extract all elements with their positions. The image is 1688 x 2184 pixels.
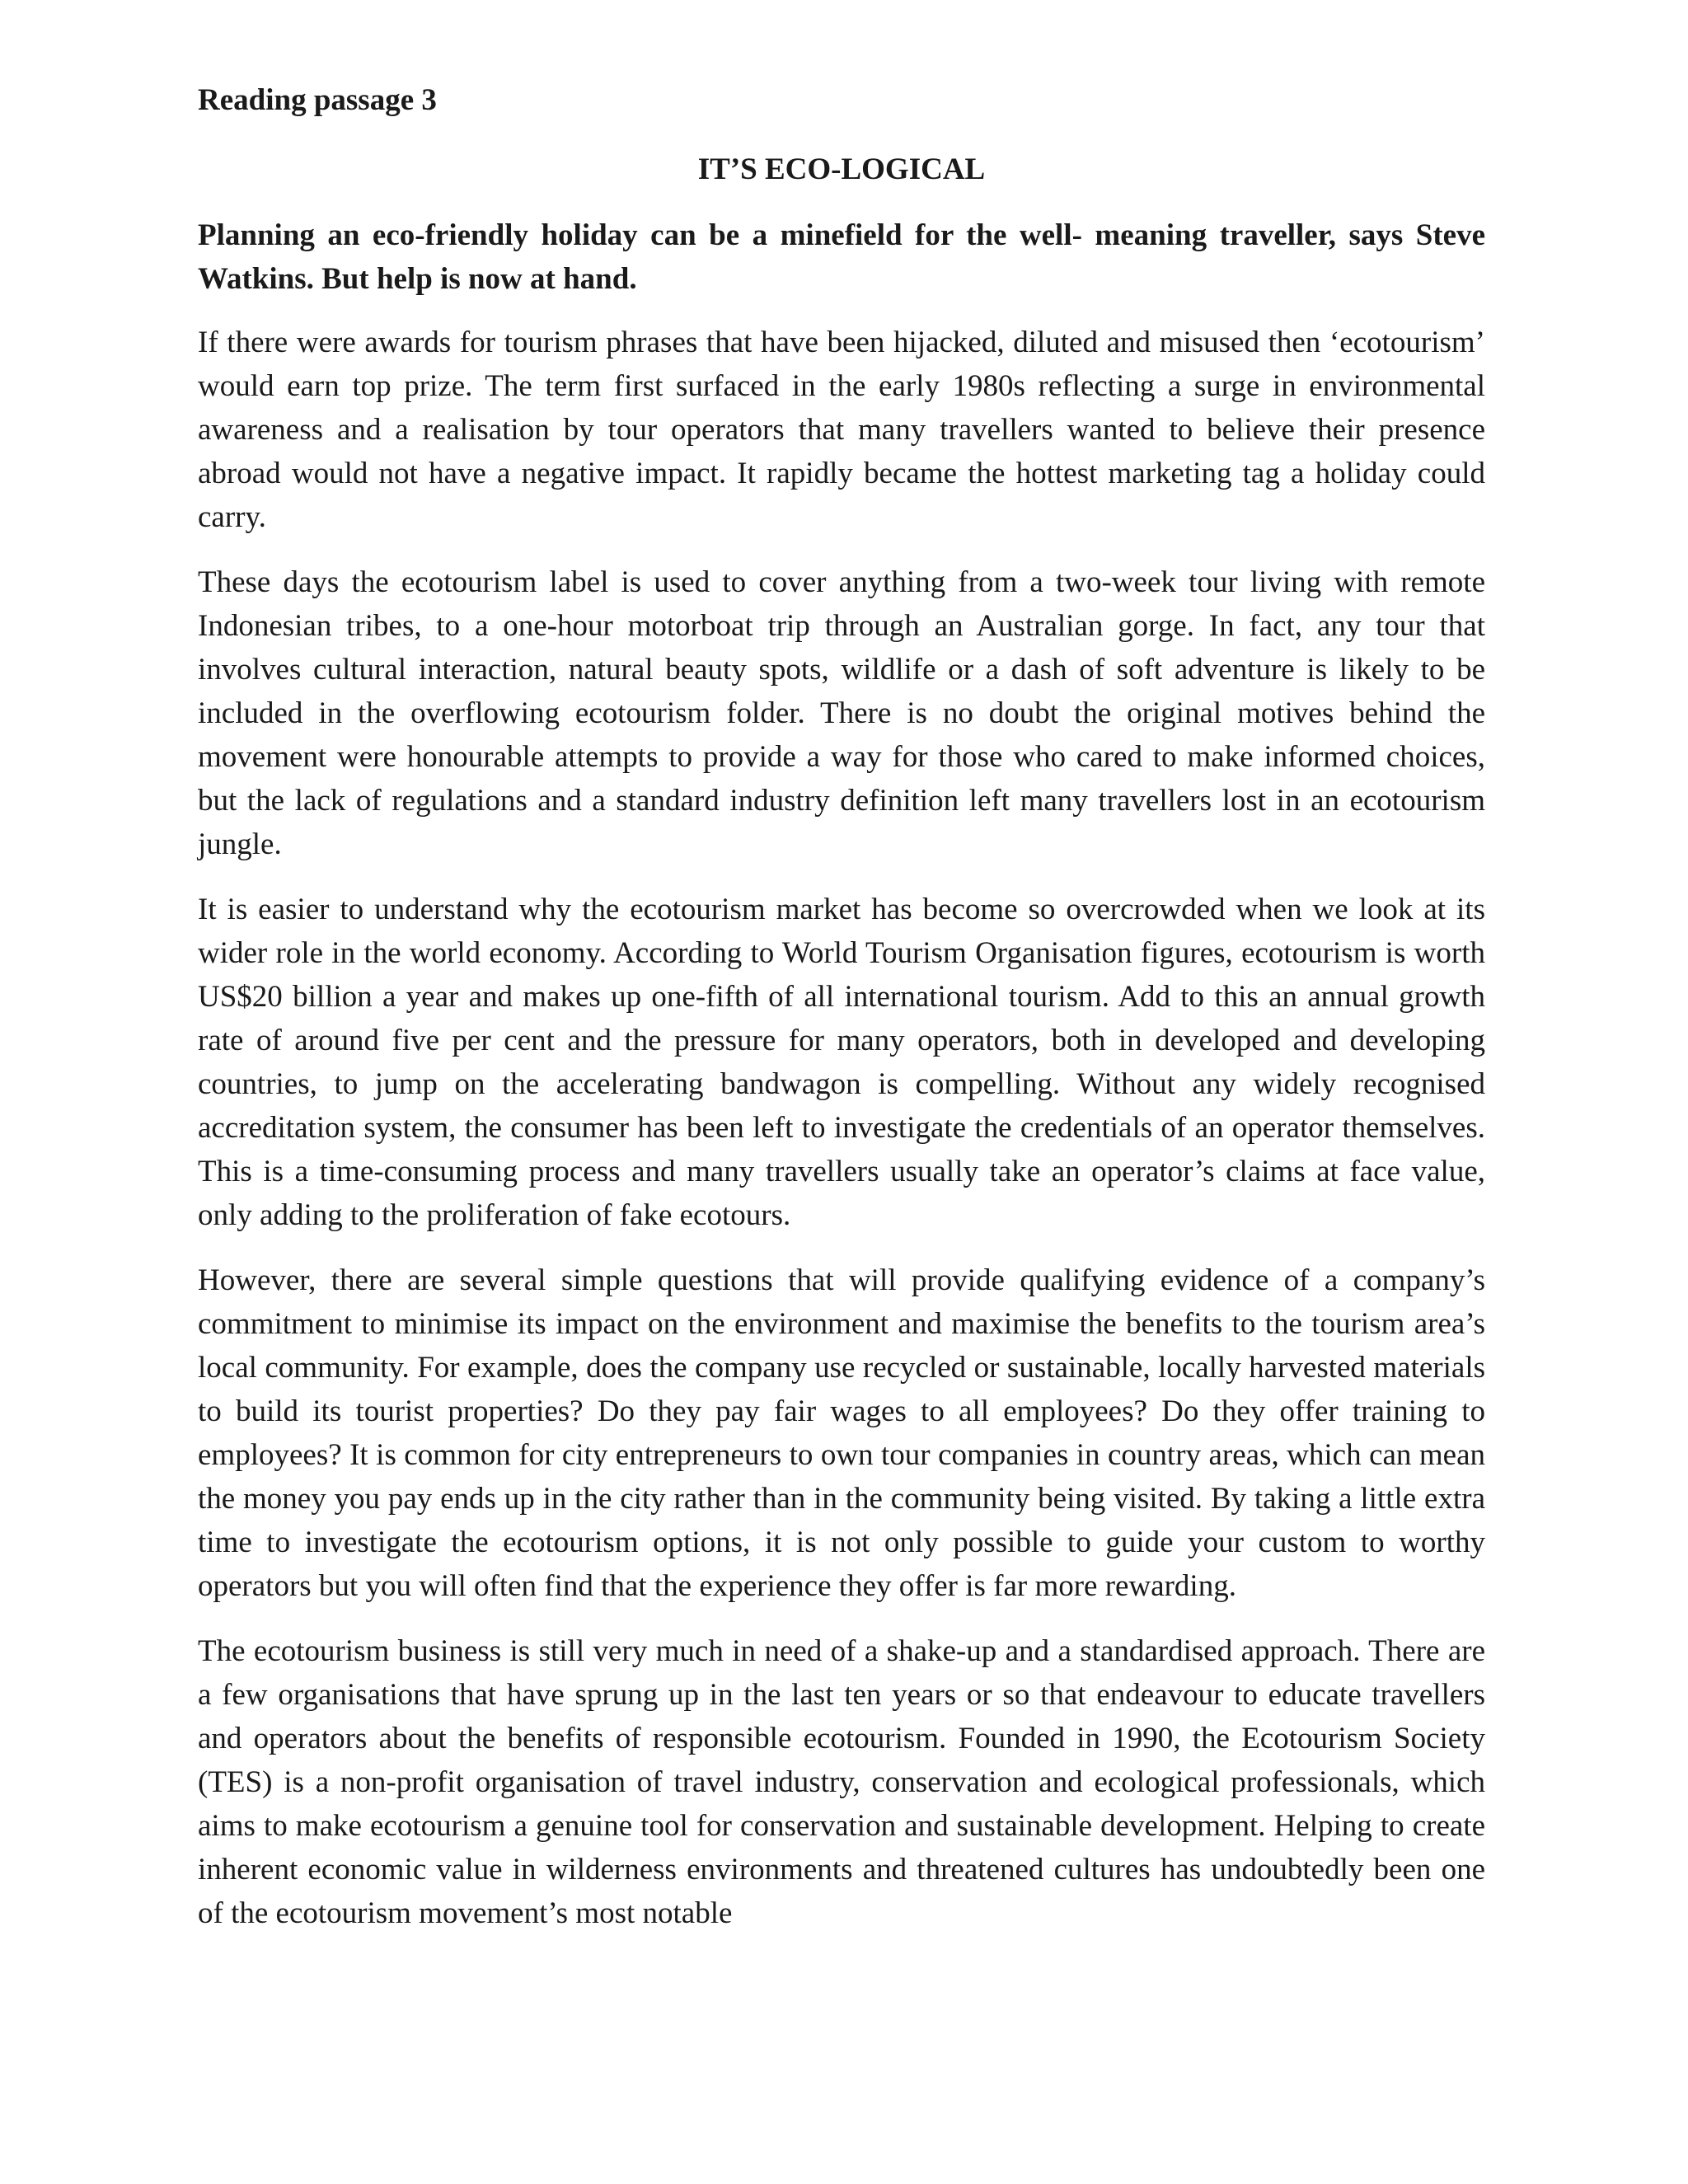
article-lead: Planning an eco-friendly holiday can be a minefield for the well- meaning traveller, says Steve Watkins. But help is now at hand. bbox=[198, 218, 1485, 296]
section-label: Reading passage 3 bbox=[198, 83, 437, 117]
paragraph-1: If there were awards for tourism phrases that have been hijacked, diluted and misused then ‘ecotourism’ would earn top prize. The term first surfaced in the early 1980s reflecting a surge in environmental awareness and a realisation by tour operators that many travellers wanted to believe their presence abroad would not have a negative impact. It rapidly became the hottest marketing tag a holiday could carry. bbox=[198, 325, 1485, 534]
paragraph-5: The ecotourism business is still very much in need of a shake-up and a standardised approach. There are a few organisations that have sprung up in the last ten years or so that endeavour to educate travellers and operators about the benefits of responsible ecotourism. Founded in 1990, the Ecotourism Society (TES) is a non-profit organisation of travel industry, conservation and ecological professionals, which aims to make ecotourism a genuine tool for conservation and sustainable development. Helping to create inherent economic value in wilderness environments and threatened cultures has undoubtedly been one of the ecotourism movement’s most notable bbox=[198, 1633, 1485, 1930]
paragraph-4: However, there are several simple questions that will provide qualifying evidence of a company’s commitment to minimise its impact on the environment and maximise the benefits to the tourism area’s local community. For example, does the company use recycled or sustainable, locally harvested materials to build its tourist properties? Do they pay fair wages to all employees? Do they offer training to employees? It is common for city entrepreneurs to own tour companies in country areas, which can mean the money you pay ends up in the city rather than in the community being visited. By taking a little extra time to investigate the ecotourism options, it is not only possible to guide your custom to worthy operators but you will often find that the experience they offer is far more rewarding. bbox=[198, 1263, 1485, 1603]
document-page bbox=[198, 82, 1485, 1957]
paragraph-3: It is easier to understand why the ecotourism market has become so overcrowded when we look at its wider role in the world economy. According to World Tourism Organisation figures, ecotourism is worth US$20 billion a year and makes up one-fifth of all international tourism. Add to this an annual growth rate of around five per cent and the pressure for many operators, both in developed and developing countries, to jump on the accelerating bandwagon is compelling. Without any widely recognised accreditation system, the consumer has been left to investigate the credentials of an operator themselves. This is a time-consuming process and many travellers usually take an operator’s claims at face value, only adding to the proliferation of fake ecotours. bbox=[198, 892, 1485, 1232]
article-title: IT’S ECO-LOGICAL bbox=[697, 152, 986, 187]
paragraph-2: These days the ecotourism label is used to cover anything from a two-week tour living with remote Indonesian tribes, to a one-hour motorboat trip through an Australian gorge. In fact, any tour that involves cultural interaction, natural beauty spots, wildlife or a dash of soft adventure is likely to be included in the overflowing ecotourism folder. There is no doubt the original motives behind the movement were honourable attempts to provide a way for those who cared to make informed choices, but the lack of regulations and a standard industry definition left many travellers lost in an ecotourism jungle. bbox=[198, 565, 1485, 861]
